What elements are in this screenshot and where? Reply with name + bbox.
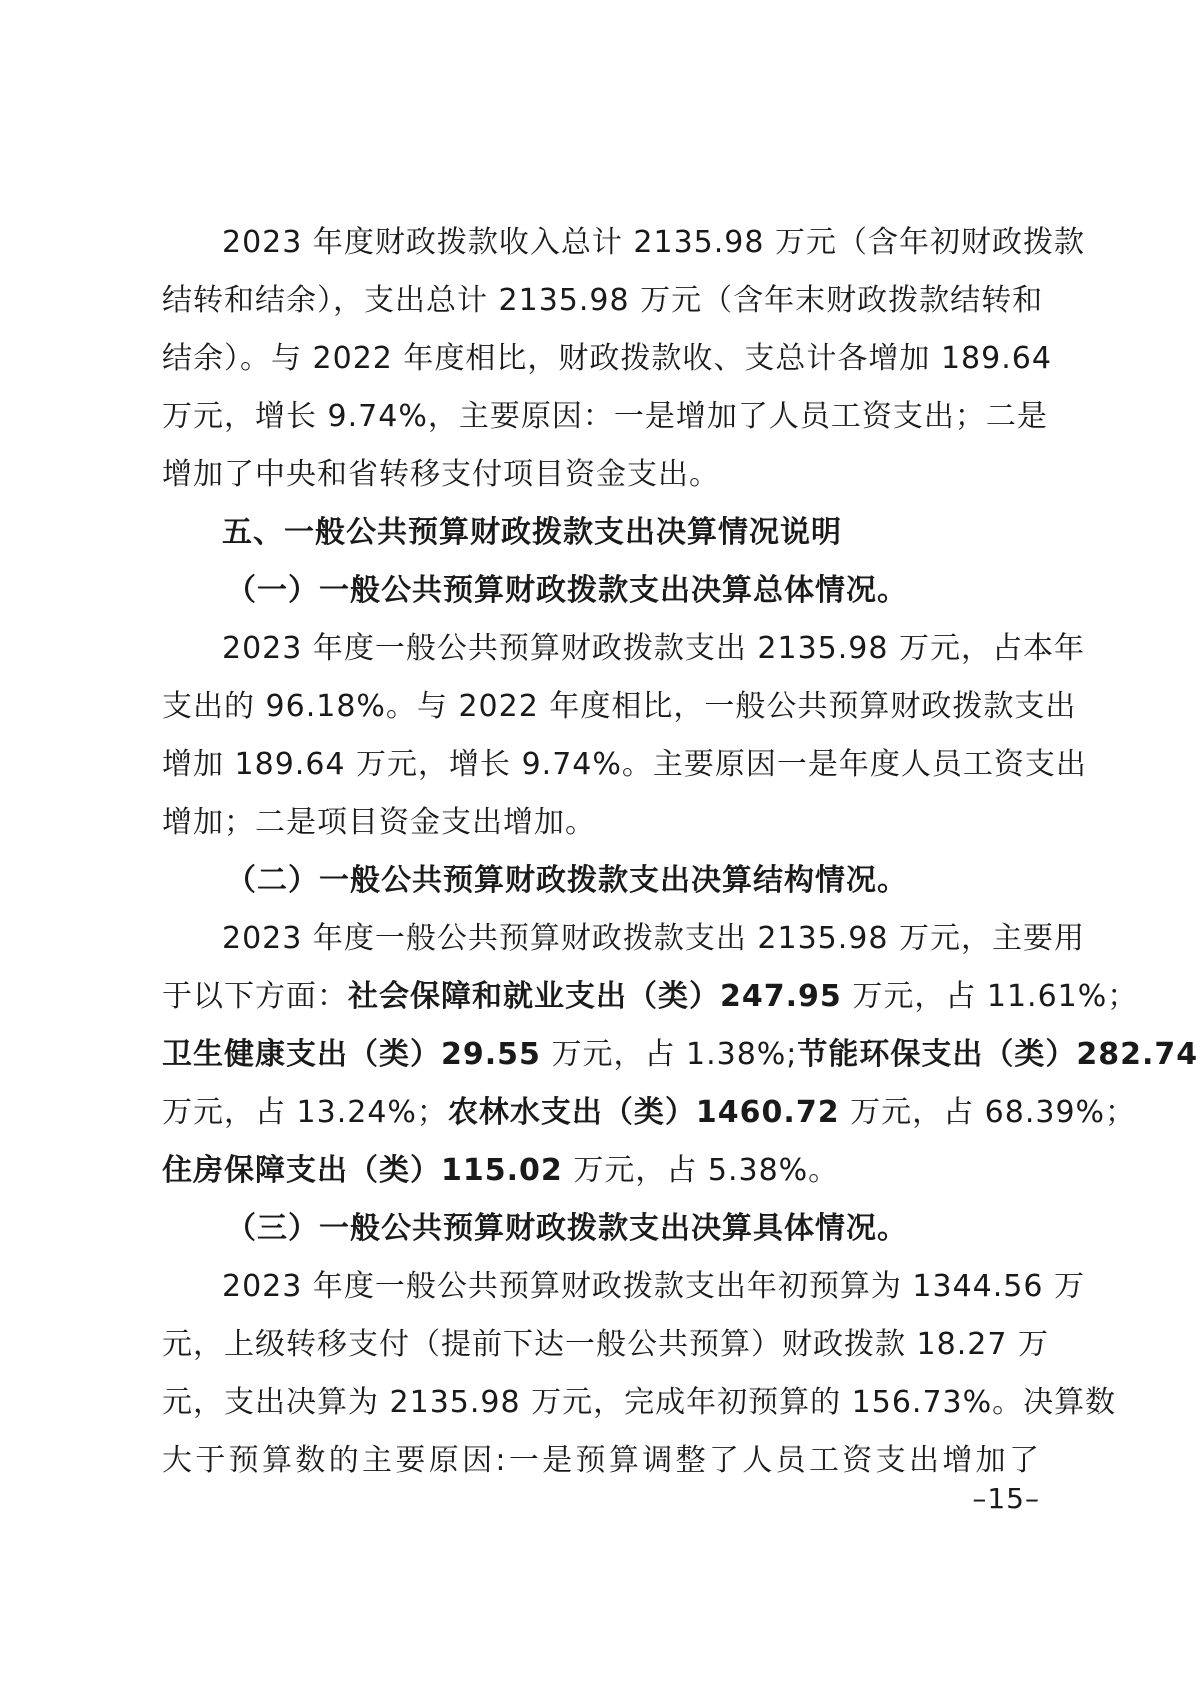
bold-text-run: 社会保障和就业支出（类）247.95 [348, 979, 842, 1014]
paragraph-line: 元，上级转移支付（提前下达一般公共预算）财政拨款 18.27 万 [162, 1327, 1049, 1362]
section-heading: 五、一般公共预算财政拨款支出决算情况说明 [222, 515, 842, 550]
paragraph-line [162, 1084, 1137, 1142]
paragraph-line [162, 1026, 1198, 1084]
subsection-heading-3: （三）一般公共预算财政拨款支出决算具体情况。 [226, 1211, 908, 1246]
paragraph-line: 万元，增长 9.74%，主要原因：一是增加了人员工资支出；二是 [162, 399, 1048, 434]
text-run: 万元，占 11.61%； [841, 979, 1139, 1014]
paragraph-line: 结转和结余），支出总计 2135.98 万元（含年末财政拨款结转和 [162, 283, 1044, 318]
paragraph-line: 2023 年度一般公共预算财政拨款支出年初预算为 1344.56 万 [222, 1269, 1086, 1304]
paragraph-line: 增加了中央和省转移支付项目资金支出。 [162, 457, 720, 492]
text-run: 万元，占 1.38%; [540, 1037, 798, 1072]
paragraph-line: 2023 年度财政拨款收入总计 2135.98 万元（含年初财政拨款 [222, 225, 1086, 260]
page-number: –15– [972, 1482, 1040, 1515]
paragraph-line: 支出的 96.18%。与 2022 年度相比，一般公共预算财政拨款支出 [162, 689, 1077, 724]
paragraph-line: 增加 189.64 万元，增长 9.74%。主要原因一是年度人员工资支出 [162, 747, 1087, 782]
paragraph-line: 2023 年度一般公共预算财政拨款支出 2135.98 万元，主要用 [222, 921, 1086, 956]
bold-text-run: 节能环保支出（类）282.74 [797, 1037, 1198, 1072]
paragraph-line: 增加；二是项目资金支出增加。 [162, 805, 596, 840]
text-run: 万元，占 13.24%； [162, 1095, 448, 1130]
text-run: 万元，占 68.39%； [839, 1095, 1137, 1130]
bold-text-run: 农林水支出（类）1460.72 [447, 1095, 840, 1130]
text-run: 万元，占 5.38%。 [562, 1153, 840, 1188]
paragraph-line [162, 1142, 1040, 1200]
paragraph-line [162, 968, 1139, 1026]
paragraph-line: 元，支出决算为 2135.98 万元，完成年初预算的 156.73%。决算数 [162, 1385, 1117, 1420]
subsection-heading-2: （二）一般公共预算财政拨款支出决算结构情况。 [226, 863, 908, 898]
bold-text-run: 卫生健康支出（类）29.55 [162, 1037, 541, 1072]
document-body [162, 214, 1198, 1490]
paragraph-line: 大于预算数的主要原因:一是预算调整了人员工资支出增加了 [162, 1443, 1040, 1478]
paragraph-line: 2023 年度一般公共预算财政拨款支出 2135.98 万元，占本年 [222, 631, 1086, 666]
bold-text-run: 住房保障支出（类）115.02 [162, 1153, 563, 1188]
subsection-heading-1: （一）一般公共预算财政拨款支出决算总体情况。 [226, 573, 908, 608]
paragraph-line: 结余）。与 2022 年度相比，财政拨款收、支总计各增加 189.64 [162, 341, 1052, 376]
text-run: 于以下方面： [162, 979, 348, 1014]
